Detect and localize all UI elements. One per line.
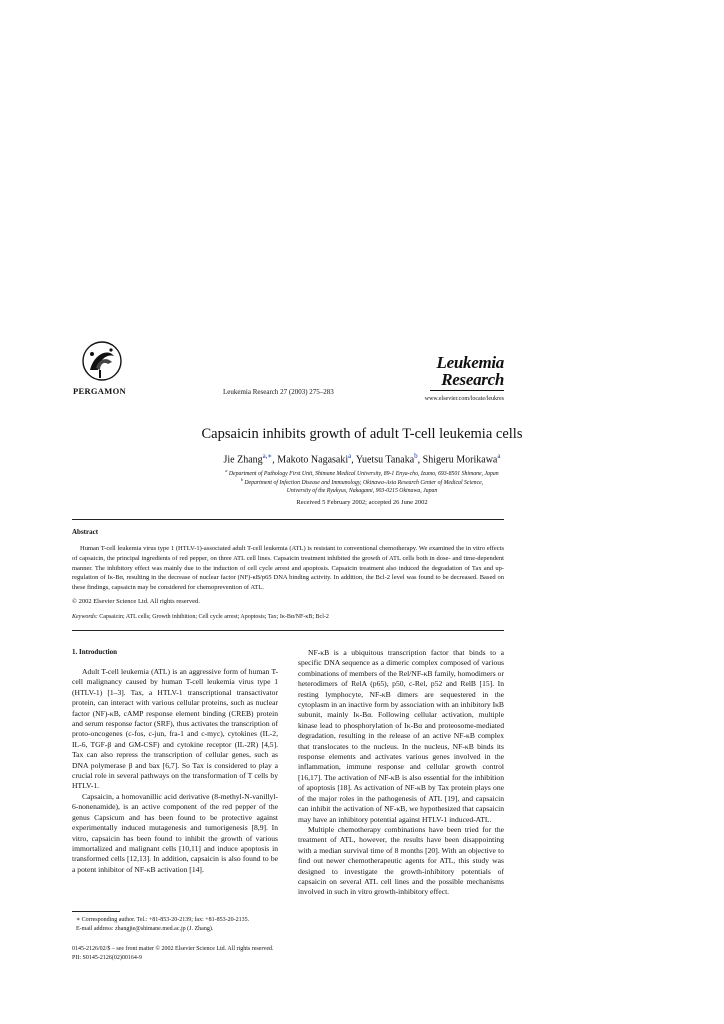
right-column bbox=[298, 648, 504, 898]
author-email: E-mail address: zhangjie@shimane.med.ac.jp (J. Zhang). bbox=[76, 925, 214, 932]
author-name: Jie Zhang bbox=[223, 454, 263, 466]
publisher-name: PERGAMON bbox=[73, 386, 126, 396]
issn-line: 0145-2126/02/$ – see front matter © 2002 Elsevier Science Ltd. All rights reserved. bbox=[72, 946, 274, 952]
paragraph: NF-κB is a ubiquitous transcription factor that binds to a specific DNA sequence as a dimeric complex composed of various combinations of members of the Rel/NF-κB family, homodimers or heterodimers of RelA (p65), p50, c-Rel, p52 and RelB [15]. In resting lymphocyte, NF-κB dimers are sequestered in the cytoplasm in an inactive form by association with an inhibitory IκB subunit, mainly Iκ-Bα. Following cellular activation, multiple kinase lead to phosphorylation of Iκ-Bα and proteosome-mediated degradation, resulting in the release of an active NF-κB complex that translocates to the nucleus. In the nucleus, NF-κB binds its response elements and activates various genes involved in the inflammation, immune response and cellular growth control [16,17]. The activation of NF-κB is also essential for the inhibition of apoptosis [18]. As activation of NF-κB by Tax protein plays one of the major roles in the pathogenesis of ATL [19], and capsaicin can inhibit the activation of NF-κB, we hypothesized that capsaicin may have an inhibitory potential against HTLV-1 induced-ATL. bbox=[298, 648, 504, 824]
left-column bbox=[72, 667, 278, 875]
section-heading: 1. Introduction bbox=[72, 648, 117, 656]
keywords bbox=[72, 614, 504, 620]
author-affiliation-mark[interactable]: b bbox=[414, 452, 418, 460]
masthead-divider bbox=[430, 390, 504, 391]
paragraph: Multiple chemotherapy combinations have been tried for the treatment of ATL, however, the results have been disappointing with a median survival time of 8 months [20]. With an objective to find out newer chemotherapeutic agents for ATL, this study was designed to investigate the growth-inhibitory potentials of capsaicin on several ATL cell lines and the possible mechanisms involved in such in vitro growth-inhibitory effect. bbox=[298, 824, 504, 897]
affiliation-b: $^b$ Department of Infection Disease and Immunology, Okinawa-Asia Research Center of Medical Science, University of the Ryukyus, Nakagami, 903-0215 Okinawa, Japan bbox=[240, 477, 484, 494]
pii-line: PII: S0145-2126(02)00164-9 bbox=[72, 954, 142, 961]
front-matter bbox=[72, 945, 372, 962]
author-name: Yuetsu Tanaka bbox=[355, 454, 415, 466]
author-list: Jie Zhang$^{a,∗}$, Makoto Nagasaki$^a$, Yuetsu Tanaka$^b$, Shigeru Morikawa$^a$ bbox=[223, 452, 501, 466]
footnote-rule bbox=[72, 911, 120, 912]
affiliation-b-text: Department of Infection Disease and Immunology, Okinawa-Asia Research Center of Medical Science, bbox=[244, 479, 484, 486]
journal-reference: Leukemia Research 27 (2003) 275–283 bbox=[223, 388, 334, 396]
author-affiliation-mark[interactable]: a,∗ bbox=[262, 452, 273, 460]
abstract-heading: Abstract bbox=[72, 528, 99, 536]
copyright-notice: © 2002 Elsevier Science Ltd. All rights reserved. bbox=[72, 598, 200, 605]
article-title: Capsaicin inhibits growth of adult T-cell leukemia cells bbox=[201, 426, 523, 442]
journal-name-line2: Research bbox=[441, 370, 504, 389]
author-affiliation-mark[interactable]: a bbox=[497, 452, 501, 460]
abstract-body: Human T-cell leukemia virus type 1 (HTLV-1)-associated adult T-cell leukemia (ATL) is resistant to conventional chemotherapy. We examined the in vitro effects of capsaicin, the principal ingredients of red pepper, on three ATL cell lines. Capsaicin treatment inhibited the growth of ATL cells both in dose- and time-dependent manner. The inhibitory effect was mainly due to the induction of cell cycle arrest and apoptosis. Capsaicin treatment also induced the degradation of Tax and up-regulation of Iκ-Bα, resulting in the decrease of nuclear factor (NF)-κB/p65 DNA binding activity. In addition, the Bcl-2 level was found to be decreased. Based on these findings, capsaicin may be considered for chemoprevention of ATL. bbox=[72, 545, 504, 592]
author-affiliation-mark[interactable]: a bbox=[348, 452, 352, 460]
paragraph: Adult T-cell leukemia (ATL) is an aggressive form of human T-cell malignancy caused by human T-cell leukemia virus type 1 (HTLV-1) [1–3]. Tax, a HTLV-1 transcriptional transactivator protein, can interact with various cellular proteins, such as nuclear factor (NF)-κB, cAMP response element binding (CREB) protein and serum response factor (SRF), thus activates the transcription of proto-oncogenes (c-fos, c-jun, fra-1 and c-myc), cytokines (IL-2, IL-6, TGF-β and GM-CSF) and cytokine receptor (IL-2R) [4,5]. Tax can also repress the transcription of cellular genes, such as DNA polymerase β and bax [6,7]. So Tax is considered to play a crucial role in several pathways on the transformation of T cells by HTLV-1. bbox=[72, 667, 278, 791]
keywords-label: Keywords: bbox=[72, 614, 98, 620]
affiliation-a-text: Department of Pathology First Unit, Shimane Medical University, 89-1 Enya-cho, Izumo, 693-8501 Shimane, Japan bbox=[228, 470, 499, 477]
author-name: Shigeru Morikawa bbox=[422, 454, 498, 466]
abstract-bottom-rule bbox=[72, 630, 504, 631]
corresponding-author: ∗ Corresponding author. Tel.: +81-853-20-2139; fax: +81-853-20-2135. bbox=[76, 917, 250, 923]
abstract-top-rule bbox=[72, 519, 504, 520]
journal-name-line1: Leukemia bbox=[436, 353, 504, 372]
received-dates: Received 5 February 2002; accepted 26 June 2002 bbox=[296, 499, 428, 506]
footnote bbox=[72, 916, 292, 933]
affiliation-b-text-2: University of the Ryukyus, Nakagami, 903-0215 Okinawa, Japan bbox=[286, 487, 438, 494]
affiliation-a: $^a$ Department of Pathology First Unit, Shimane Medical University, 89-1 Enya-cho, Izumo, 693-8501 Shimane, Japan bbox=[225, 468, 499, 477]
paragraph: Capsaicin, a homovanillic acid derivative (8-methyl-N-vanillyl-6-nonenamide), is an active component of the red pepper of the genus Capsicum and has been found to be protective against experimentally induced mutagenesis and tumorigenesis [8,9]. In vitro, capsaicin has been found to inhibit the growth of various immortalized and malignant cells [10,11] and induce apoptosis in transformed cells [12,13]. In addition, capsaicin is also found to be a potent inhibitor of NF-κB activation [14]. bbox=[72, 791, 278, 874]
author-name: Makoto Nagasaki bbox=[277, 454, 349, 466]
pergamon-tree-logo bbox=[78, 340, 126, 386]
journal-url[interactable]: www.elsevier.com/locate/leukres bbox=[424, 396, 504, 402]
keywords-list: Capsaicin; ATL cells; Growth inhibition; Cell cycle arrest; Apoptosis; Tax; Iκ-Bα/NF-κB; Bcl-2 bbox=[99, 614, 329, 620]
journal-masthead bbox=[432, 354, 504, 388]
